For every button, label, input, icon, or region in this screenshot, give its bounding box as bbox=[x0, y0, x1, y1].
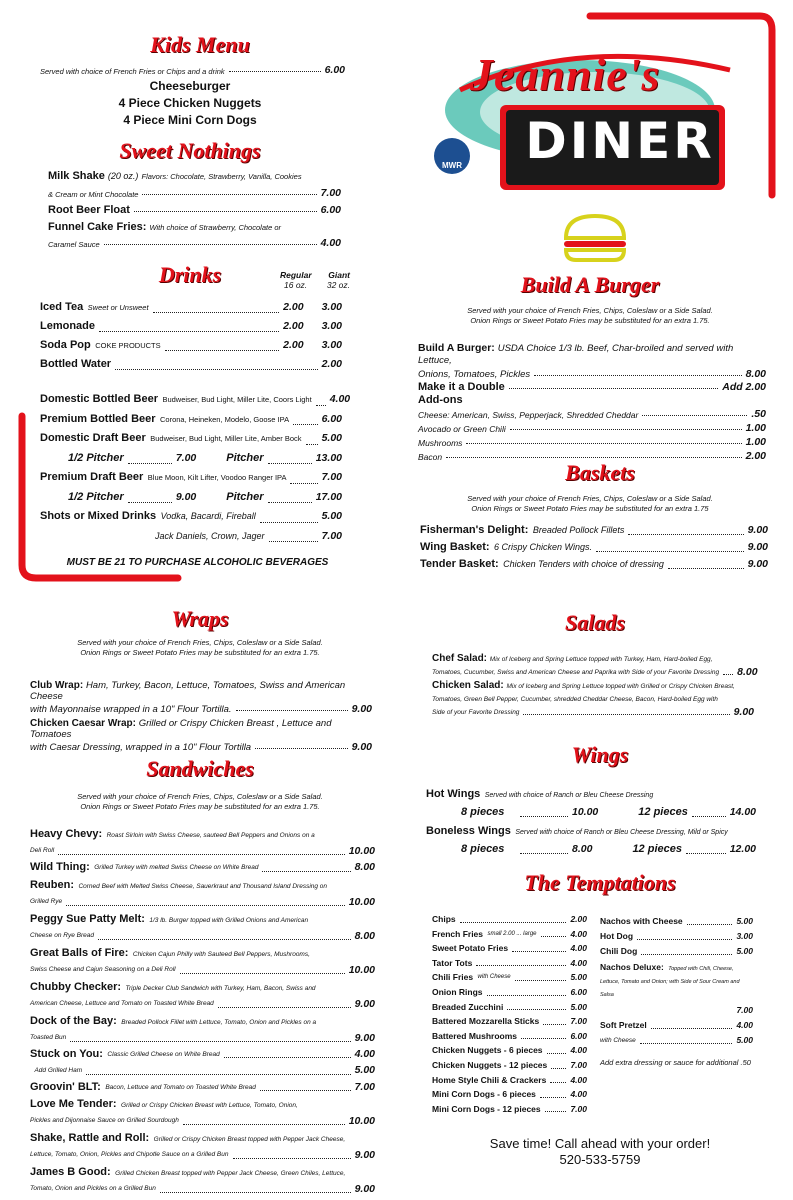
temptation-item: Battered Mozzarella Sticks 7.00 bbox=[432, 1016, 587, 1027]
baskets-note: Served with your choice of French Fries, Chips, Coleslaw or a Side Salad. Onion Rings or Sweet Potato Fries may be substituted for an extra 1.75 bbox=[467, 494, 713, 513]
mwr-badge bbox=[434, 138, 470, 174]
beer-list bbox=[40, 390, 351, 546]
col-regular: Regular bbox=[280, 270, 312, 280]
sandwich-item: Stuck on You: Classic Grilled Cheese on White Bread 4.00 bbox=[30, 1047, 375, 1060]
sandwich-item: Dock of the Bay: Breaded Pollock Fillet with Lettuce, Tomato, Onion and Pickles on a Toasted Bun 9.00 bbox=[30, 1014, 375, 1044]
addon-row: Bacon 2.00 bbox=[418, 450, 766, 462]
root-beer-float-price: 6.00 bbox=[320, 204, 341, 216]
temptation-item: Mini Corn Dogs - 6 pieces 4.00 bbox=[432, 1089, 587, 1100]
build-a-burger-name: Build A Burger: bbox=[418, 342, 495, 354]
milkshake-desc: Flavors: Chocolate, Strawberry, Vanilla, Cookies bbox=[141, 172, 302, 181]
root-beer-float-name: Root Beer Float bbox=[48, 204, 130, 216]
sandwich-item: Wild Thing: Grilled Turkey with melted Swiss Cheese on White Bread 8.00 bbox=[30, 861, 375, 873]
col-regular-size: 16 oz. bbox=[284, 280, 308, 290]
sweet-section bbox=[48, 170, 341, 249]
temptations-left bbox=[432, 912, 587, 1116]
wraps-list: Club Wrap: Ham, Turkey, Bacon, Lettuce, Tomatoes, Swiss and American Cheese with Mayonnaise wrapped in a 10" Flour Tortilla. 9.00 Chicken Caesar Wrap: Grilled or Crispy Chicken Breast , Lettuce and Tomatoes with Caesar Dressing, wrapped in a 10" Flour Tortilla 9.00 bbox=[30, 680, 372, 753]
domestic-pitcher-row: 1/2 Pitcher 7.00 Pitcher 13.00 bbox=[68, 451, 342, 464]
drink-row: Iced Tea Sweet or Unsweet 2.00 3.00 bbox=[40, 301, 342, 313]
temptation-item: Onion Rings 6.00 bbox=[432, 986, 587, 997]
shots-row: Shots or Mixed Drinks Vodka, Bacardi, Fireball 5.00 bbox=[40, 510, 342, 522]
burger-section: Build A Burger: USDA Choice 1/3 lb. Beef, Char-broiled and served with Lettuce, Onions, Tomatoes, Pickles 8.00 Make it a Double Add 2.00 Add-ons Cheese: American, Swiss, Pepperjack, Shredded Cheddar .50 Avocado or Green Chili 1.00 Mushrooms 1.00 Bacon 2.00 bbox=[418, 342, 766, 462]
sandwiches-list bbox=[30, 826, 375, 1198]
milkshake-size: (20 oz.) bbox=[107, 171, 139, 181]
build-a-burger-title: Build A Burger bbox=[520, 272, 660, 297]
footer bbox=[440, 1136, 760, 1168]
extra-dressing-note: Add extra dressing or sauce for additional .50 bbox=[600, 1058, 751, 1067]
temptation-item: Mini Corn Dogs - 12 pieces 7.00 bbox=[432, 1103, 587, 1114]
build-a-burger-price: 8.00 bbox=[745, 368, 766, 380]
sandwiches-title: Sandwiches bbox=[146, 756, 254, 781]
wings-title: Wings bbox=[571, 742, 629, 767]
double-name: Make it a Double bbox=[418, 381, 505, 393]
milkshake-name: Milk Shake bbox=[48, 170, 105, 182]
sandwich-item: Chubby Checker: Triple Decker Club Sandwich with Turkey, Ham, Bacon, Swiss and American Cheese, Lettuce and Tomato on Toasted White Bread 9.00 bbox=[30, 980, 375, 1010]
sandwich-item: Great Balls of Fire: Chicken Cajun Philly with Sauteed Bell Peppers, Mushrooms, Swiss Cheese and Cajun Seasoning on a Deli Roll 10.00 bbox=[30, 946, 375, 976]
sandwich-item: Reuben: Corned Beef with Melted Swiss Cheese, Sauerkraut and Thousand Island Dressing on Grilled Rye 10.00 bbox=[30, 878, 375, 908]
temptations-right: Nachos with Cheese 5.00 Hot Dog 3.00 Chili Dog 5.00 Nachos Deluxe: Topped with Chili, Cheese, Lettuce, Tomato and Onion; with Side of Sour Cream and Salsa 7.00 Soft Pretzel 4.00 with Cheese 5.00 Add extra dressing or sauce for additional .50 bbox=[600, 916, 753, 1067]
col-giant-size: 32 oz. bbox=[326, 280, 350, 290]
milkshake-desc-2: & Cream or Mint Chocolate bbox=[48, 190, 139, 199]
temptation-item: Battered Mushrooms 6.00 bbox=[432, 1030, 587, 1041]
drinks-list bbox=[40, 298, 342, 374]
diner-logo bbox=[440, 30, 740, 200]
beer-row: Premium Bottled Beer Corona, Heineken, Modelo, Goose IPA 6.00 bbox=[40, 412, 342, 425]
sweet-nothings-title: Sweet Nothings bbox=[119, 138, 261, 163]
burger-icon bbox=[560, 212, 630, 262]
baskets-title: Baskets bbox=[565, 460, 635, 485]
sandwich-item: Shake, Rattle and Roll: Grilled or Crispy Chicken Breast topped with Pepper Jack Cheese, Lettuce, Tomato, Onion, Pickles and Chipotle Sauce on a Grilled Bun 9.00 bbox=[30, 1132, 375, 1161]
addon-row: Avocado or Green Chili 1.00 bbox=[418, 422, 766, 434]
funnel-cake-price: 4.00 bbox=[320, 237, 341, 249]
kids-note-row bbox=[40, 64, 345, 76]
addon-row: Cheese: American, Swiss, Pepperjack, Shredded Cheddar .50 bbox=[418, 408, 766, 420]
drinks-title: Drinks bbox=[158, 262, 222, 287]
basket-row: Wing Basket: 6 Crispy Chicken Wings. 9.00 bbox=[420, 541, 768, 553]
kids-item: 4 Piece Chicken Nuggets bbox=[118, 96, 262, 110]
addons-title: Add-ons bbox=[418, 394, 463, 406]
drink-row: Soda Pop COKE PRODUCTS 2.00 3.00 bbox=[40, 339, 342, 351]
beer-row: Domestic Draft Beer Budweiser, Bud Light, Miller Lite, Amber Bock 5.00 bbox=[40, 432, 342, 444]
temptation-item: Chicken Nuggets - 12 pieces 7.00 bbox=[432, 1059, 587, 1070]
drinks-column-headers bbox=[280, 270, 350, 290]
sandwich-item: Peggy Sue Patty Melt: 1/3 lb. Burger topped with Grilled Onions and American Cheese on Rye Bread 8.00 bbox=[30, 912, 375, 942]
salads-list: Chef Salad: Mix of Iceberg and Spring Lettuce topped with Turkey, Ham, Hard-boiled Egg, Tomatoes, Cucumber, Swiss and American Cheese and Paprika with Side of your Favorite Dressing 8.00 Chicken Salad: Mix of Iceberg and Spring Lettuce topped with Grilled or Crispy Chicken Breast, Tomatoes, Green Bell Pepper, Cucumber, shredded Cheddar Cheese, Bacon, Hard-boiled Egg with Side of your Favorite Dressing 9.00 bbox=[432, 653, 758, 718]
temptation-item: Sweet Potato Fries 4.00 bbox=[432, 943, 587, 954]
wrap-name: Club Wrap: bbox=[30, 680, 84, 691]
basket-row: Tender Basket: Chicken Tenders with choice of dressing 9.00 bbox=[420, 558, 768, 570]
addon-row: Mushrooms 1.00 bbox=[418, 436, 766, 448]
sandwiches-note: Served with your choice of French Fries, Chips, Coleslaw or a Side Salad. Onion Rings or Sweet Potato Fries may be substituted for an extra 1.75. bbox=[77, 792, 323, 811]
kids-item: 4 Piece Mini Corn Dogs bbox=[123, 113, 257, 127]
drink-row: Lemonade 2.00 3.00 bbox=[40, 320, 342, 332]
double-price: Add 2.00 bbox=[722, 381, 766, 393]
basket-row: Fisherman's Delight: Breaded Pollock Fillets 9.00 bbox=[420, 524, 768, 536]
logo-script-name: Jeannie's bbox=[470, 49, 661, 100]
temptation-item: Tator Tots 4.00 bbox=[432, 957, 587, 968]
drink-row: Bottled Water 2.00 bbox=[40, 358, 342, 370]
sandwich-item: James B Good: Grilled Chicken Breast topped with Pepper Jack Cheese, Green Chiles, Lettuce, Tomato, Onion and Pickles on a Grilled Bun 9.00 bbox=[30, 1166, 375, 1195]
kids-price: 6.00 bbox=[324, 64, 345, 76]
funnel-cake-name: Funnel Cake Fries: bbox=[48, 221, 147, 233]
temptation-item: Chips 2.00 bbox=[432, 914, 587, 924]
kids-menu-title: Kids Menu bbox=[150, 32, 250, 57]
alcohol-warning: MUST BE 21 TO PURCHASE ALCOHOLIC BEVERAGES bbox=[66, 557, 329, 568]
col-giant: Giant bbox=[328, 270, 350, 280]
kids-note: Served with choice of French Fries or Chips and a drink bbox=[40, 67, 225, 76]
temptation-item: Home Style Chili & Crackers 4.00 bbox=[432, 1074, 587, 1085]
kids-items bbox=[90, 78, 290, 129]
temptation-item: French Fries small 2.00 ... large 4.00 bbox=[432, 928, 587, 939]
salads-title: Salads bbox=[565, 610, 625, 635]
logo-diner-word: DINER bbox=[525, 112, 715, 170]
sandwich-item: Add Grilled Ham 5.00 bbox=[34, 1064, 375, 1076]
burger-note: Served with your choice of French Fries, Chips, Coleslaw or a Side Salad. Onion Rings or Sweet Potato Fries may be substituted for an extra 1.75. bbox=[467, 306, 713, 325]
baskets-list bbox=[420, 522, 768, 573]
mwr-badge-label: MWR bbox=[442, 161, 462, 170]
sandwich-item: Heavy Chevy: Roast Sirloin with Swiss Cheese, sauteed Bell Peppers and Onions on a Deli Roll 10.00 bbox=[30, 828, 375, 857]
temptation-item: Breaded Zucchini 5.00 bbox=[432, 1001, 587, 1012]
beer-row: Domestic Bottled Beer Budweiser, Bud Light, Miller Lite, Coors Light 4.00 bbox=[40, 393, 351, 405]
temptation-item: Chili Fries with Cheese 5.00 bbox=[432, 972, 587, 983]
premium-pitcher-row: 1/2 Pitcher 9.00 Pitcher 17.00 bbox=[68, 490, 342, 503]
wraps-note: Served with your choice of French Fries, Chips, Coleslaw or a Side Salad. Onion Rings or Sweet Potato Fries may be substituted for an extra 1.75. bbox=[77, 638, 323, 657]
wraps-title: Wraps bbox=[171, 606, 229, 631]
sandwich-item: Groovin' BLT: Bacon, Lettuce and Tomato on Toasted White Bread 7.00 bbox=[30, 1080, 375, 1093]
phone-number: 520-533-5759 bbox=[559, 1152, 641, 1167]
call-ahead-text: Save time! Call ahead with your order! bbox=[489, 1136, 711, 1151]
shots-row-2: Jack Daniels, Crown, Jager 7.00 bbox=[155, 529, 342, 542]
beer-row: Premium Draft Beer Blue Moon, Kilt Lifter, Voodoo Ranger IPA 7.00 bbox=[40, 471, 342, 483]
wings-list: Hot Wings Served with choice of Ranch or Bleu Cheese Dressing 8 pieces 10.00 12 pieces 14.00 Boneless Wings Served with choice of Ranch or Bleu Cheese Dressing, Mild or Spicy 8 pieces 8.00 12 pieces 12.00 bbox=[426, 788, 756, 855]
salad-name: Chicken Salad: bbox=[432, 680, 504, 691]
temptations-title: The Temptations bbox=[524, 870, 676, 895]
wrap-name: Chicken Caesar Wrap: bbox=[30, 718, 136, 729]
milkshake-price: 7.00 bbox=[320, 187, 341, 199]
kids-item: Cheeseburger bbox=[149, 79, 231, 93]
temptation-item: Chicken Nuggets - 6 pieces 4.00 bbox=[432, 1045, 587, 1056]
funnel-cake-desc-2: Caramel Sauce bbox=[48, 240, 100, 249]
salad-name: Chef Salad: bbox=[432, 653, 488, 664]
funnel-cake-desc: With choice of Strawberry, Chocolate or bbox=[149, 223, 281, 232]
sandwich-item: Love Me Tender: Grilled or Crispy Chicken Breast with Lettuce, Tomato, Onion, Pickles and Dijonnaise Sauce on Grilled Sourdough 10.00 bbox=[30, 1098, 375, 1127]
